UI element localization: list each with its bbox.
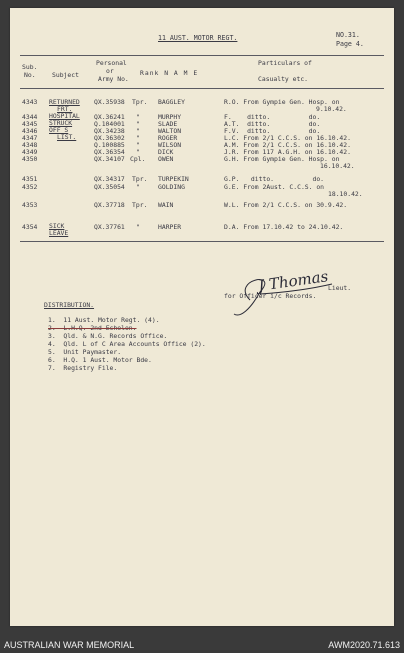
sub-no: 4346: [22, 127, 38, 135]
distribution-item: 3. Qld. & N.G. Records Office.: [48, 332, 168, 340]
sub-no: 4347: [22, 134, 38, 142]
surname: DICK: [158, 148, 174, 156]
sub-no: 4351: [22, 175, 38, 183]
particulars: G.H. From Gympie Gen. Hosp. on: [224, 155, 340, 163]
subject-label: HOSPITAL: [49, 112, 80, 120]
rank: ": [136, 141, 140, 149]
particulars: J.R. From 117 A.G.H. on 16.10.42.: [224, 148, 351, 156]
rank: Cpl.: [130, 155, 146, 163]
sub-no: 4349: [22, 148, 38, 156]
army-no: QX.36241: [94, 113, 125, 121]
sub-no: 4353: [22, 201, 38, 209]
document-number: NO.31.: [336, 31, 360, 39]
col-army-no-label: Army No.: [98, 75, 129, 83]
page-number: Page 4.: [336, 40, 364, 48]
surname: WAIN: [158, 201, 174, 209]
col-rank-name-label: Rank N A M E: [140, 69, 199, 77]
army-no: QX.34107: [94, 155, 125, 163]
surname: MURPHY: [158, 113, 182, 121]
handwritten-signature: J Thomas: [257, 267, 330, 295]
particulars: W.L. From 2/1 C.C.S. on 30.9.42.: [224, 201, 348, 209]
particulars: F. ditto. do.: [224, 113, 321, 121]
rank: Tpr.: [132, 175, 148, 183]
particulars: A.M. From 2/1 C.C.S. on 16.10.42.: [224, 141, 351, 149]
particulars: L.C. From 2/1 C.C.S. on 16.10.42.: [224, 134, 351, 142]
distribution-item: 1. 11 Aust. Motor Regt. (4).: [48, 316, 160, 324]
surname: HARPER: [158, 223, 182, 231]
table-bottom-rule: [20, 241, 384, 242]
col-casualty-label: Casualty etc.: [258, 75, 309, 83]
army-no: QX.36354: [94, 148, 125, 156]
distribution-item: 7. Registry File.: [48, 364, 118, 372]
surname: ROGER: [158, 134, 178, 142]
army-no: QX.34317: [94, 175, 125, 183]
sub-no: 4345: [22, 120, 38, 128]
army-no: QX.37718: [94, 201, 125, 209]
col-personal-label: Personal: [96, 59, 127, 67]
army-no: QX.35938: [94, 98, 125, 106]
sub-no: 4348: [22, 141, 38, 149]
top-rule: [20, 55, 384, 56]
subject-label: LEAVE: [49, 229, 69, 237]
particulars: 9.10.42.: [316, 105, 347, 113]
rank: ": [136, 134, 140, 142]
sub-no: 4343: [22, 98, 38, 106]
surname: SLADE: [158, 120, 178, 128]
particulars: A.T. ditto. do.: [224, 120, 321, 128]
surname: WILSON: [158, 141, 182, 149]
col-or-label: or: [106, 67, 114, 75]
sub-no: 4350: [22, 155, 38, 163]
signature-for-line: for Officer i/c Records.: [224, 292, 317, 300]
surname: TURPEKIN: [158, 175, 189, 183]
distribution-item: 6. H.Q. 1 Aust. Motor Bde.: [48, 356, 152, 364]
army-no: QX.34238: [94, 127, 125, 135]
army-no: QX.36302: [94, 134, 125, 142]
subject-label: STRUCK: [49, 119, 73, 127]
army-no: QX.35054: [94, 183, 125, 191]
particulars: 16.10.42.: [320, 162, 355, 170]
army-no: Q.100885: [94, 141, 125, 149]
document-title: 11 AUST. MOTOR REGT.: [158, 34, 238, 42]
distribution-item: 4. Qld. L of C Area Accounts Office (2).: [48, 340, 206, 348]
surname: WALTON: [158, 127, 182, 135]
particulars: D.A. From 17.10.42 to 24.10.42.: [224, 223, 344, 231]
rank: ": [136, 127, 140, 135]
particulars: F.V. ditto. do.: [224, 127, 321, 135]
distribution-heading: DISTRIBUTION.: [44, 301, 95, 309]
signature-title: Lieut.: [328, 284, 352, 292]
rank: ": [136, 183, 140, 191]
rank: ": [136, 120, 140, 128]
subject-label: SICK: [49, 222, 65, 230]
distribution-item: 5. Unit Paymaster.: [48, 348, 122, 356]
particulars: R.O. From Gympie Gen. Hosp. on: [224, 98, 340, 106]
army-no: QX.37761: [94, 223, 125, 231]
archive-reference: AWM2020.71.613: [328, 640, 400, 650]
particulars: 18.10.42.: [328, 190, 363, 198]
rank: ": [136, 223, 140, 231]
particulars: G.P. ditto. do.: [224, 175, 325, 183]
sub-no: 4354: [22, 223, 38, 231]
surname: BAGGLEY: [158, 98, 185, 106]
rank: ": [136, 148, 140, 156]
col-particulars-label: Particulars of: [258, 59, 312, 67]
army-no: Q.104001: [94, 120, 125, 128]
col-sub-label: Sub.: [22, 63, 38, 71]
rank: Tpr.: [132, 201, 148, 209]
document-page: [10, 8, 394, 626]
archive-name: AUSTRALIAN WAR MEMORIAL: [4, 640, 135, 650]
subject-label: OFF S: [49, 126, 69, 134]
subject-label: RETURNED: [49, 98, 80, 106]
surname: OWEN: [158, 155, 174, 163]
rank: Tpr.: [132, 98, 148, 106]
distribution-item: 2. L.H.Q. 2nd Echelon.: [48, 324, 137, 332]
subject-label: LIST.: [57, 133, 77, 141]
col-subject-label: Subject: [52, 71, 79, 79]
sub-no: 4352: [22, 183, 38, 191]
subject-label: FRT.: [57, 105, 73, 113]
sub-no: 4344: [22, 113, 38, 121]
col-no-label: No.: [24, 71, 36, 79]
header-rule: [20, 88, 384, 89]
particulars: G.E. From 2Aust. C.C.S. on: [224, 183, 325, 191]
surname: GOLDING: [158, 183, 185, 191]
rank: ": [136, 113, 140, 121]
